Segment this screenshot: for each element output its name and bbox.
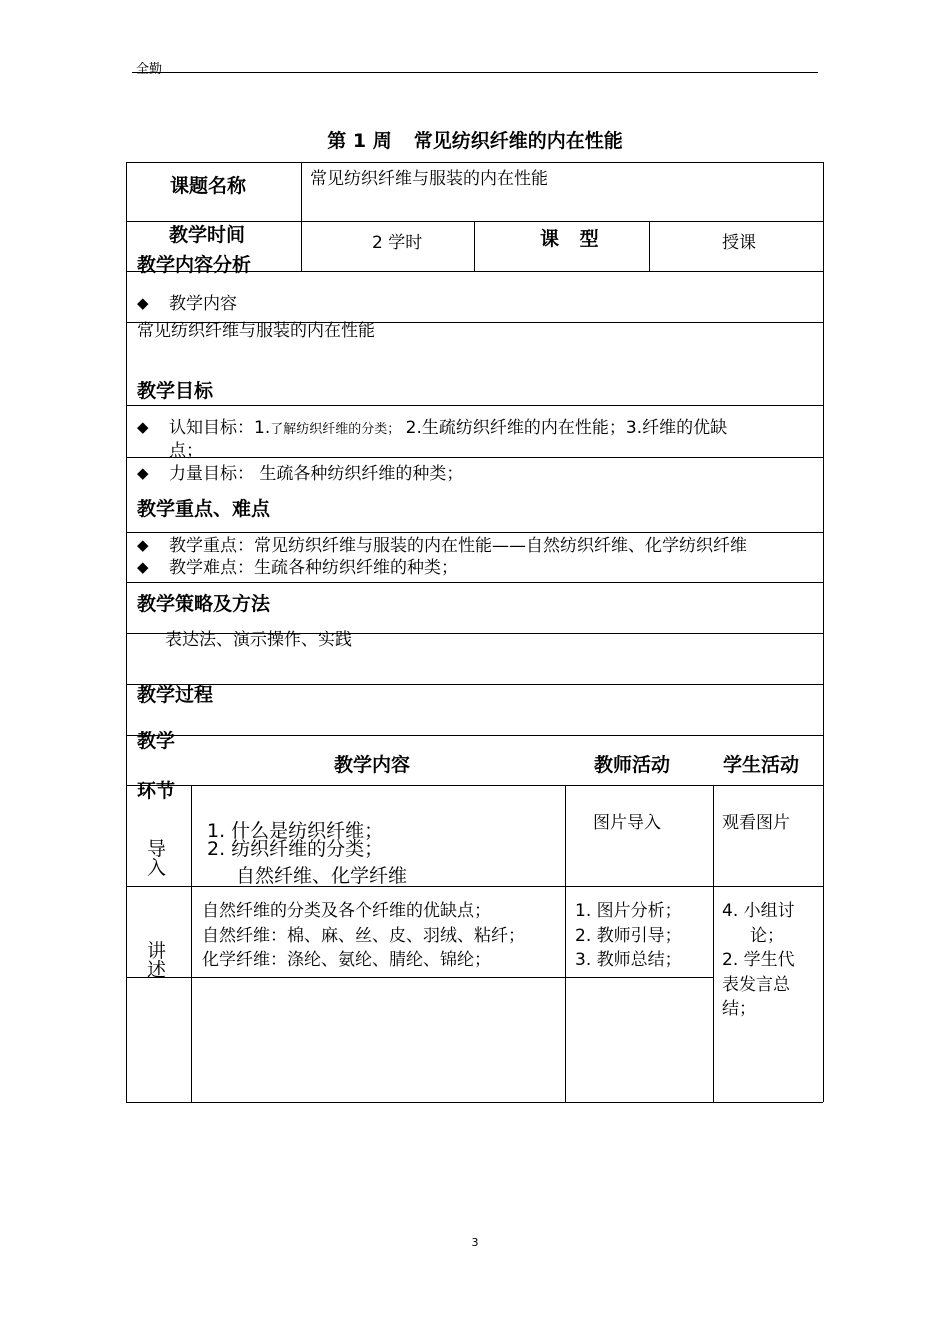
- table-line: [126, 532, 823, 533]
- time-label: 教学时间: [169, 224, 246, 246]
- stage-intro-2: 入: [147, 857, 167, 879]
- ability-objective: 力量目标： 生疏各种纺织纤维的种类；: [169, 464, 464, 484]
- lecture-teacher-line: 3. 教师总结；: [575, 950, 682, 970]
- table-line: [474, 221, 475, 271]
- table-line: [126, 684, 823, 685]
- table-line: [649, 221, 650, 271]
- stage-lecture: 讲: [147, 940, 167, 962]
- keypoints-heading: 教学重点、难点: [137, 498, 271, 520]
- strategy-text: 表达法、演示操作、实践: [165, 630, 352, 650]
- bullet-diamond-icon: ◆: [137, 294, 149, 312]
- lecture-teacher-line: 2. 教师引导；: [575, 926, 682, 946]
- lecture-teacher-line: 1. 图片分析；: [575, 901, 682, 921]
- col-stage-header: 教学: [137, 730, 176, 752]
- cognitive-objective-wrap: 点；: [169, 441, 203, 461]
- lecture-student-line: 论；: [750, 926, 784, 946]
- content-text: 常见纺织纤维与服装的内在性能: [137, 321, 375, 341]
- lecture-student-line: 表发言总: [722, 975, 790, 995]
- table-border-right: [823, 162, 824, 1102]
- table-line: [126, 735, 823, 736]
- table-line: [713, 785, 714, 1102]
- objectives-heading: 教学目标: [137, 380, 214, 402]
- difficult-point: 教学难点：生疏各种纺织纤维的种类；: [169, 558, 458, 578]
- table-line: [126, 886, 823, 887]
- bullet-diamond-icon: ◆: [137, 418, 149, 436]
- table-line: [126, 457, 823, 458]
- type-label: 课 型: [540, 228, 599, 250]
- table-line: [126, 977, 713, 978]
- cognitive-objective: 认知目标：1.了解纺织纤维的分类； 2.生疏纺织纤维的内在性能；3.纤维的优缺: [169, 418, 728, 438]
- col-stage-header-2: 环节: [137, 780, 176, 802]
- bullet-diamond-icon: ◆: [137, 464, 149, 482]
- table-line: [191, 785, 192, 1102]
- topic-label: 课题名称: [170, 175, 247, 197]
- key-point: 教学重点：常见纺织纤维与服装的内在性能——自然纺织纤维、化学纺织纤维: [169, 536, 747, 556]
- table-line: [565, 785, 566, 1102]
- bullet-diamond-icon: ◆: [137, 536, 149, 554]
- intro-content-line: 自然纤维、化学纤维: [236, 865, 408, 887]
- lecture-student-line: 4. 小组讨: [722, 901, 795, 921]
- content-label: 教学内容: [169, 294, 237, 314]
- col-student-header: 学生活动: [723, 754, 800, 776]
- lecture-student-line: 2. 学生代: [722, 950, 795, 970]
- table-line: [126, 162, 823, 163]
- intro-student: 观看图片: [722, 813, 790, 833]
- table-line: [126, 405, 823, 406]
- bullet-diamond-icon: ◆: [137, 558, 149, 576]
- stage-lecture-2: 述: [147, 959, 167, 981]
- process-heading: 教学过程: [137, 684, 214, 706]
- col-content-header: 教学内容: [334, 754, 411, 776]
- table-line: [126, 1102, 823, 1103]
- type-value: 授课: [722, 233, 756, 253]
- table-line: [301, 162, 302, 271]
- col-teacher-header: 教师活动: [594, 754, 671, 776]
- page-title: [0, 126, 950, 153]
- page-header: 全勤: [136, 62, 163, 77]
- intro-content-line: 1. 什么是纺织纤维；: [207, 820, 384, 842]
- topic-value: 常见纺织纤维与服装的内在性能: [310, 169, 548, 189]
- lecture-content-line: 自然纤维的分类及各个纤维的优缺点；: [202, 901, 491, 921]
- intro-content-line: 2. 纺织纤维的分类；: [207, 838, 384, 860]
- intro-teacher: 图片导入: [593, 813, 661, 833]
- header-divider: [132, 72, 818, 73]
- table-border-left: [126, 162, 127, 1102]
- time-value: 2 学时: [372, 233, 423, 253]
- stage-intro: 导: [147, 838, 167, 860]
- analysis-heading: 教学内容分析: [137, 254, 252, 276]
- title-week: 第 1 周: [327, 130, 392, 152]
- lecture-content-line: 自然纤维：棉、麻、丝、皮、羽绒、粘纤；: [202, 926, 525, 946]
- title-topic: 常见纺织纤维的内在性能: [413, 130, 623, 152]
- table-line: [126, 582, 823, 583]
- lecture-content-line: 化学纤维：涤纶、氨纶、腈纶、锦纶；: [202, 950, 491, 970]
- table-line: [126, 785, 823, 786]
- page-number: 3: [471, 1236, 479, 1249]
- lecture-student-line: 结；: [722, 999, 756, 1019]
- strategy-heading: 教学策略及方法: [137, 593, 271, 615]
